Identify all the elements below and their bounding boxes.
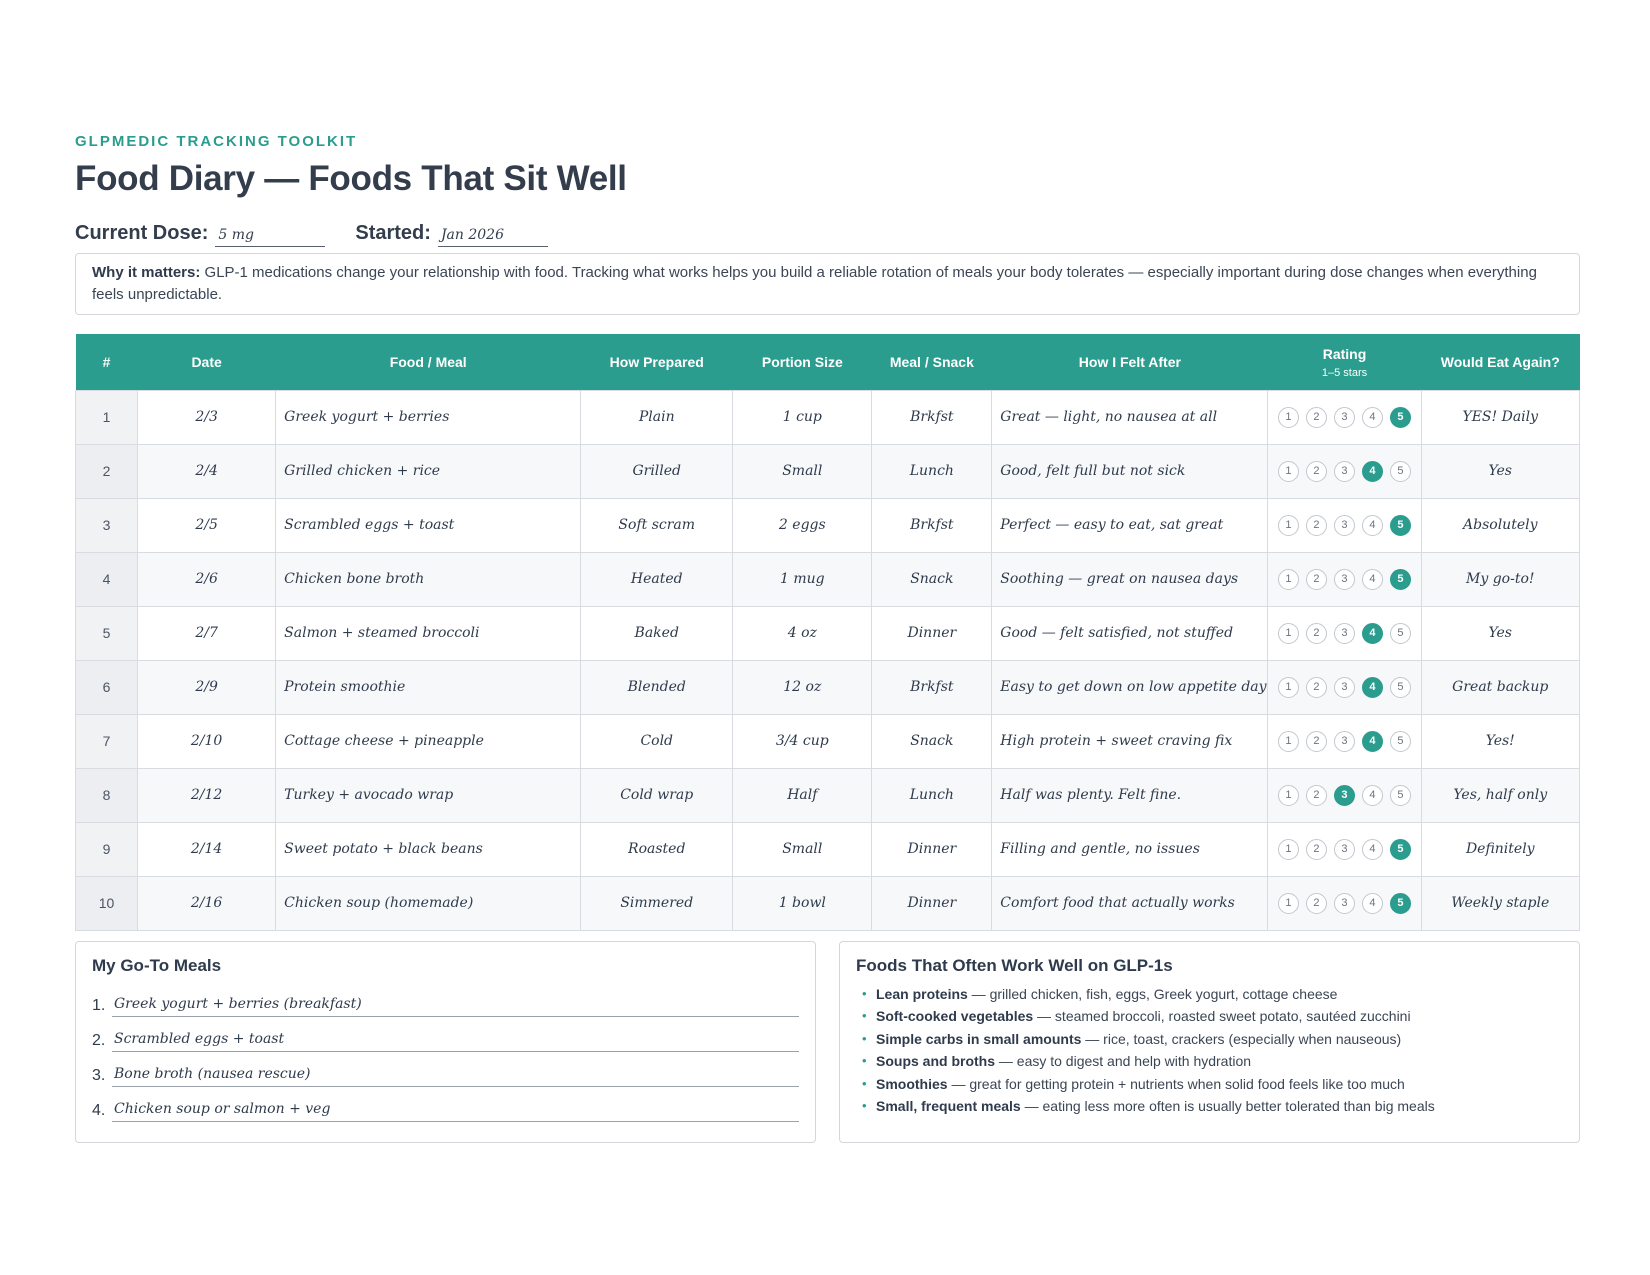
table-row xyxy=(76,552,1580,606)
table-row xyxy=(76,606,1580,660)
cell-portion[interactable]: 1 mug xyxy=(733,552,872,606)
cell-num: 7 xyxy=(76,714,138,768)
cell-felt[interactable]: Half was plenty. Felt fine. xyxy=(992,768,1268,822)
cell-meal[interactable]: Brkfst xyxy=(872,390,992,444)
cell-again[interactable]: Absolutely xyxy=(1421,498,1579,552)
rating-dot-3[interactable]: 3 xyxy=(1334,785,1355,806)
cell-felt[interactable]: Great — light, no nausea at all xyxy=(992,390,1268,444)
cell-again[interactable]: My go-to! xyxy=(1421,552,1579,606)
list-item xyxy=(856,1073,1563,1096)
cell-again[interactable]: Great backup xyxy=(1421,660,1579,714)
rating-dot-2[interactable]: 2 xyxy=(1306,785,1327,806)
rating-dot-4[interactable]: 4 xyxy=(1362,785,1383,806)
go-to-meal-number: 4. xyxy=(92,1101,106,1119)
rating-selector xyxy=(1274,515,1414,536)
rating-dot-4[interactable]: 4 xyxy=(1362,731,1383,752)
list-item xyxy=(856,1095,1563,1118)
rating-dot-3[interactable]: 3 xyxy=(1334,839,1355,860)
go-to-meals-title: My Go-To Meals xyxy=(92,955,222,975)
page-title: Food Diary — Foods That Sit Well xyxy=(75,159,627,198)
rating-dot-5[interactable]: 5 xyxy=(1390,731,1411,752)
current-dose-label: Current Dose: xyxy=(75,222,209,244)
cell-again[interactable]: Yes xyxy=(1421,444,1579,498)
rating-dot-5[interactable]: 5 xyxy=(1390,623,1411,644)
rating-dot-3[interactable]: 3 xyxy=(1334,515,1355,536)
cell-meal[interactable]: Dinner xyxy=(872,822,992,876)
go-to-meal-number: 1. xyxy=(92,996,106,1014)
rating-dot-5[interactable]: 5 xyxy=(1390,569,1411,590)
food-diary-table xyxy=(75,334,1580,931)
tip-text: — rice, toast, crackers (especially when nauseous) xyxy=(1081,1030,1402,1047)
rating-dot-2[interactable]: 2 xyxy=(1306,677,1327,698)
cell-food[interactable]: Chicken soup (homemade) xyxy=(276,876,581,930)
go-to-meal-field[interactable]: Scrambled eggs + toast xyxy=(112,1031,799,1052)
cell-meal[interactable]: Lunch xyxy=(872,768,992,822)
tip-text: — easy to digest and help with hydration xyxy=(995,1053,1252,1069)
cell-date[interactable]: 2/5 xyxy=(138,498,276,552)
cell-again[interactable]: Definitely xyxy=(1421,822,1579,876)
col-header-food: Food / Meal xyxy=(276,334,581,390)
rating-dot-2[interactable]: 2 xyxy=(1306,569,1327,590)
cell-again[interactable]: Yes! xyxy=(1421,714,1579,768)
cell-meal[interactable]: Snack xyxy=(872,714,992,768)
rating-dot-2[interactable]: 2 xyxy=(1306,407,1327,428)
toolkit-eyebrow: GLPMEDIC TRACKING TOOLKIT xyxy=(75,133,358,150)
rating-dot-2[interactable]: 2 xyxy=(1306,623,1327,644)
rating-dot-1[interactable]: 1 xyxy=(1278,569,1299,590)
cell-date[interactable]: 2/10 xyxy=(138,714,276,768)
table-row xyxy=(76,876,1580,930)
rating-dot-4[interactable]: 4 xyxy=(1362,677,1383,698)
cell-num: 5 xyxy=(76,606,138,660)
cell-prepared[interactable]: Soft scram xyxy=(581,498,733,552)
current-dose-field[interactable]: 5 mg xyxy=(215,227,325,247)
tip-heading: Soups and broths xyxy=(876,1053,995,1069)
started-field[interactable]: Jan 2026 xyxy=(438,227,548,247)
col-header-prepared: How Prepared xyxy=(581,334,733,390)
rating-selector xyxy=(1274,731,1414,752)
rating-dot-3[interactable]: 3 xyxy=(1334,407,1355,428)
rating-dot-3[interactable]: 3 xyxy=(1334,569,1355,590)
tip-text: — eating less more often is usually better tolerated than big meals xyxy=(1020,1098,1435,1114)
go-to-meals-panel xyxy=(75,941,816,1143)
tip-text: — grilled chicken, fish, eggs, Greek yogurt, cottage cheese xyxy=(967,985,1338,1002)
cell-date[interactable]: 2/3 xyxy=(138,390,276,444)
cell-again[interactable]: Yes xyxy=(1421,606,1579,660)
rating-dot-1[interactable]: 1 xyxy=(1278,623,1299,644)
rating-dot-1[interactable]: 1 xyxy=(1278,407,1299,428)
rating-dot-5[interactable]: 5 xyxy=(1390,785,1411,806)
rating-dot-3[interactable]: 3 xyxy=(1334,677,1355,698)
rating-dot-1[interactable]: 1 xyxy=(1278,515,1299,536)
rating-header-label: Rating xyxy=(1322,345,1367,362)
started-label: Started: xyxy=(355,222,431,244)
go-to-meal-field[interactable]: Greek yogurt + berries (breakfast) xyxy=(112,996,799,1017)
cell-portion[interactable]: 1 bowl xyxy=(733,876,872,930)
rating-dot-1[interactable]: 1 xyxy=(1278,677,1299,698)
list-item xyxy=(856,1050,1563,1073)
cell-food[interactable]: Sweet potato + black beans xyxy=(276,822,581,876)
rating-selector xyxy=(1274,677,1414,698)
cell-date[interactable]: 2/14 xyxy=(138,822,276,876)
go-to-meal-field[interactable]: Chicken soup or salmon + veg xyxy=(112,1101,799,1122)
cell-portion[interactable]: 2 eggs xyxy=(733,498,872,552)
cell-food[interactable]: Chicken bone broth xyxy=(276,552,581,606)
cell-prepared[interactable]: Plain xyxy=(581,390,733,444)
tip-heading: Soft-cooked vegetables xyxy=(876,1008,1034,1024)
rating-selector xyxy=(1274,569,1414,590)
why-text: GLP-1 medications change your relationship with food. Tracking what works helps you build a reliable rotation of meals your body tolerates — especially important during dose changes when everything feels unpredictable. xyxy=(92,264,1537,303)
cell-meal[interactable]: Brkfst xyxy=(872,498,992,552)
rating-dot-5[interactable]: 5 xyxy=(1390,407,1411,428)
table-row xyxy=(76,714,1580,768)
bottom-panels xyxy=(75,941,1580,1143)
cell-num: 6 xyxy=(76,660,138,714)
rating-selector xyxy=(1274,785,1414,806)
cell-num: 1 xyxy=(76,390,138,444)
rating-dot-5[interactable]: 5 xyxy=(1390,839,1411,860)
rating-dot-4[interactable]: 4 xyxy=(1362,839,1383,860)
cell-rating xyxy=(1268,498,1421,552)
rating-header-sub: 1–5 stars xyxy=(1321,366,1368,379)
cell-rating xyxy=(1268,876,1421,930)
col-header-again: Would Eat Again? xyxy=(1421,334,1579,390)
cell-num: 4 xyxy=(76,552,138,606)
dose-row xyxy=(75,215,1580,245)
cell-num: 9 xyxy=(76,822,138,876)
rating-selector xyxy=(1274,461,1414,482)
table-row xyxy=(76,390,1580,444)
rating-dot-2[interactable]: 2 xyxy=(1306,893,1327,914)
why-it-matters-box xyxy=(75,253,1580,315)
rating-selector xyxy=(1274,407,1414,428)
go-to-meal-field[interactable]: Bone broth (nausea rescue) xyxy=(112,1066,799,1087)
rating-dot-2[interactable]: 2 xyxy=(1306,839,1327,860)
cell-felt[interactable]: Soothing — great on nausea days xyxy=(992,552,1268,606)
rating-dot-4[interactable]: 4 xyxy=(1362,569,1383,590)
cell-food[interactable]: Protein smoothie xyxy=(276,660,581,714)
cell-prepared[interactable]: Cold wrap xyxy=(581,768,733,822)
tip-heading: Lean proteins xyxy=(876,985,968,1002)
table-row xyxy=(76,498,1580,552)
cell-rating xyxy=(1268,444,1421,498)
foods-work-well-panel xyxy=(839,941,1580,1143)
cell-food[interactable]: Salmon + steamed broccoli xyxy=(276,606,581,660)
rating-dot-1[interactable]: 1 xyxy=(1278,785,1299,806)
tip-heading: Smoothies xyxy=(876,1075,948,1092)
why-label: Why it matters: xyxy=(92,264,201,281)
col-header-portion: Portion Size xyxy=(733,334,872,390)
col-header-num: # xyxy=(76,334,138,390)
cell-prepared[interactable]: Roasted xyxy=(581,822,733,876)
list-item xyxy=(92,1052,799,1087)
cell-rating xyxy=(1268,390,1421,444)
rating-dot-4[interactable]: 4 xyxy=(1362,407,1383,428)
rating-dot-2[interactable]: 2 xyxy=(1306,731,1327,752)
go-to-meals-list xyxy=(92,982,799,1122)
rating-dot-2[interactable]: 2 xyxy=(1306,461,1327,482)
list-item xyxy=(92,1087,799,1122)
cell-food[interactable]: Cottage cheese + pineapple xyxy=(276,714,581,768)
cell-portion[interactable]: Half xyxy=(733,768,872,822)
cell-meal[interactable]: Brkfst xyxy=(872,660,992,714)
cell-meal[interactable]: Lunch xyxy=(872,444,992,498)
cell-prepared[interactable]: Baked xyxy=(581,606,733,660)
cell-again[interactable]: Weekly staple xyxy=(1421,876,1579,930)
rating-selector xyxy=(1274,839,1414,860)
cell-date[interactable]: 2/7 xyxy=(138,606,276,660)
cell-portion[interactable]: Small xyxy=(733,822,872,876)
foods-work-well-list xyxy=(856,983,1563,1118)
cell-meal[interactable]: Snack xyxy=(872,552,992,606)
cell-prepared[interactable]: Heated xyxy=(581,552,733,606)
rating-dot-3[interactable]: 3 xyxy=(1334,893,1355,914)
list-item xyxy=(92,982,799,1017)
list-item xyxy=(856,1028,1563,1051)
cell-rating xyxy=(1268,606,1421,660)
cell-prepared[interactable]: Blended xyxy=(581,660,733,714)
cell-num: 2 xyxy=(76,444,138,498)
cell-felt[interactable]: Easy to get down on low appetite day xyxy=(992,660,1268,714)
cell-felt[interactable]: Good — felt satisfied, not stuffed xyxy=(992,606,1268,660)
list-item xyxy=(856,1005,1563,1028)
rating-dot-1[interactable]: 1 xyxy=(1278,839,1299,860)
cell-portion[interactable]: 1 cup xyxy=(733,390,872,444)
cell-felt[interactable]: Comfort food that actually works xyxy=(992,876,1268,930)
cell-portion[interactable]: 4 oz xyxy=(733,606,872,660)
cell-date[interactable]: 2/4 xyxy=(138,444,276,498)
rating-dot-2[interactable]: 2 xyxy=(1306,515,1327,536)
col-header-date: Date xyxy=(138,334,276,390)
cell-meal[interactable]: Dinner xyxy=(872,606,992,660)
rating-selector xyxy=(1274,623,1414,644)
col-header-rating xyxy=(1268,334,1421,390)
cell-food[interactable]: Scrambled eggs + toast xyxy=(276,498,581,552)
cell-rating xyxy=(1268,552,1421,606)
rating-dot-5[interactable]: 5 xyxy=(1390,677,1411,698)
cell-num: 3 xyxy=(76,498,138,552)
cell-date[interactable]: 2/6 xyxy=(138,552,276,606)
cell-again[interactable]: Yes, half only xyxy=(1421,768,1579,822)
table-body xyxy=(76,390,1580,930)
list-item xyxy=(856,983,1563,1006)
cell-food[interactable]: Grilled chicken + rice xyxy=(276,444,581,498)
rating-dot-5[interactable]: 5 xyxy=(1390,893,1411,914)
rating-dot-4[interactable]: 4 xyxy=(1362,515,1383,536)
rating-dot-4[interactable]: 4 xyxy=(1362,623,1383,644)
rating-dot-5[interactable]: 5 xyxy=(1390,461,1411,482)
cell-food[interactable]: Greek yogurt + berries xyxy=(276,390,581,444)
table-row xyxy=(76,768,1580,822)
cell-prepared[interactable]: Cold xyxy=(581,714,733,768)
col-header-meal: Meal / Snack xyxy=(872,334,992,390)
cell-felt[interactable]: Filling and gentle, no issues xyxy=(992,822,1268,876)
rating-dot-1[interactable]: 1 xyxy=(1278,893,1299,914)
cell-rating xyxy=(1268,822,1421,876)
tip-heading: Simple carbs in small amounts xyxy=(876,1030,1082,1047)
table-row xyxy=(76,822,1580,876)
cell-num: 8 xyxy=(76,768,138,822)
rating-dot-5[interactable]: 5 xyxy=(1390,515,1411,536)
rating-dot-1[interactable]: 1 xyxy=(1278,731,1299,752)
list-item xyxy=(92,1017,799,1052)
cell-food[interactable]: Turkey + avocado wrap xyxy=(276,768,581,822)
rating-dot-1[interactable]: 1 xyxy=(1278,461,1299,482)
tip-text: — great for getting protein + nutrients when solid food feels like too much xyxy=(947,1075,1405,1092)
cell-date[interactable]: 2/9 xyxy=(138,660,276,714)
cell-rating xyxy=(1268,768,1421,822)
cell-meal[interactable]: Dinner xyxy=(872,876,992,930)
go-to-meal-number: 3. xyxy=(92,1066,106,1084)
table-row xyxy=(76,444,1580,498)
cell-portion[interactable]: 12 oz xyxy=(733,660,872,714)
rating-dot-4[interactable]: 4 xyxy=(1362,893,1383,914)
cell-felt[interactable]: Perfect — easy to eat, sat great xyxy=(992,498,1268,552)
cell-again[interactable]: YES! Daily xyxy=(1421,390,1579,444)
rating-dot-4[interactable]: 4 xyxy=(1362,461,1383,482)
table-header-row xyxy=(76,334,1580,390)
foods-work-well-title: Foods That Often Work Well on GLP-1s xyxy=(856,955,1173,975)
food-diary-page xyxy=(75,133,1580,1143)
rating-dot-3[interactable]: 3 xyxy=(1334,461,1355,482)
cell-date[interactable]: 2/16 xyxy=(138,876,276,930)
go-to-meal-number: 2. xyxy=(92,1031,106,1049)
cell-felt[interactable]: Good, felt full but not sick xyxy=(992,444,1268,498)
cell-prepared[interactable]: Simmered xyxy=(581,876,733,930)
cell-rating xyxy=(1268,714,1421,768)
cell-felt[interactable]: High protein + sweet craving fix xyxy=(992,714,1268,768)
tip-heading: Small, frequent meals xyxy=(876,1098,1021,1114)
cell-rating xyxy=(1268,660,1421,714)
cell-prepared[interactable]: Grilled xyxy=(581,444,733,498)
table-row xyxy=(76,660,1580,714)
tip-text: — steamed broccoli, roasted sweet potato, sautéed zucchini xyxy=(1033,1008,1411,1024)
rating-dot-3[interactable]: 3 xyxy=(1334,623,1355,644)
cell-portion[interactable]: Small xyxy=(733,444,872,498)
cell-portion[interactable]: 3/4 cup xyxy=(733,714,872,768)
rating-dot-3[interactable]: 3 xyxy=(1334,731,1355,752)
rating-selector xyxy=(1274,893,1414,914)
cell-date[interactable]: 2/12 xyxy=(138,768,276,822)
col-header-felt: How I Felt After xyxy=(992,334,1268,390)
cell-num: 10 xyxy=(76,876,138,930)
